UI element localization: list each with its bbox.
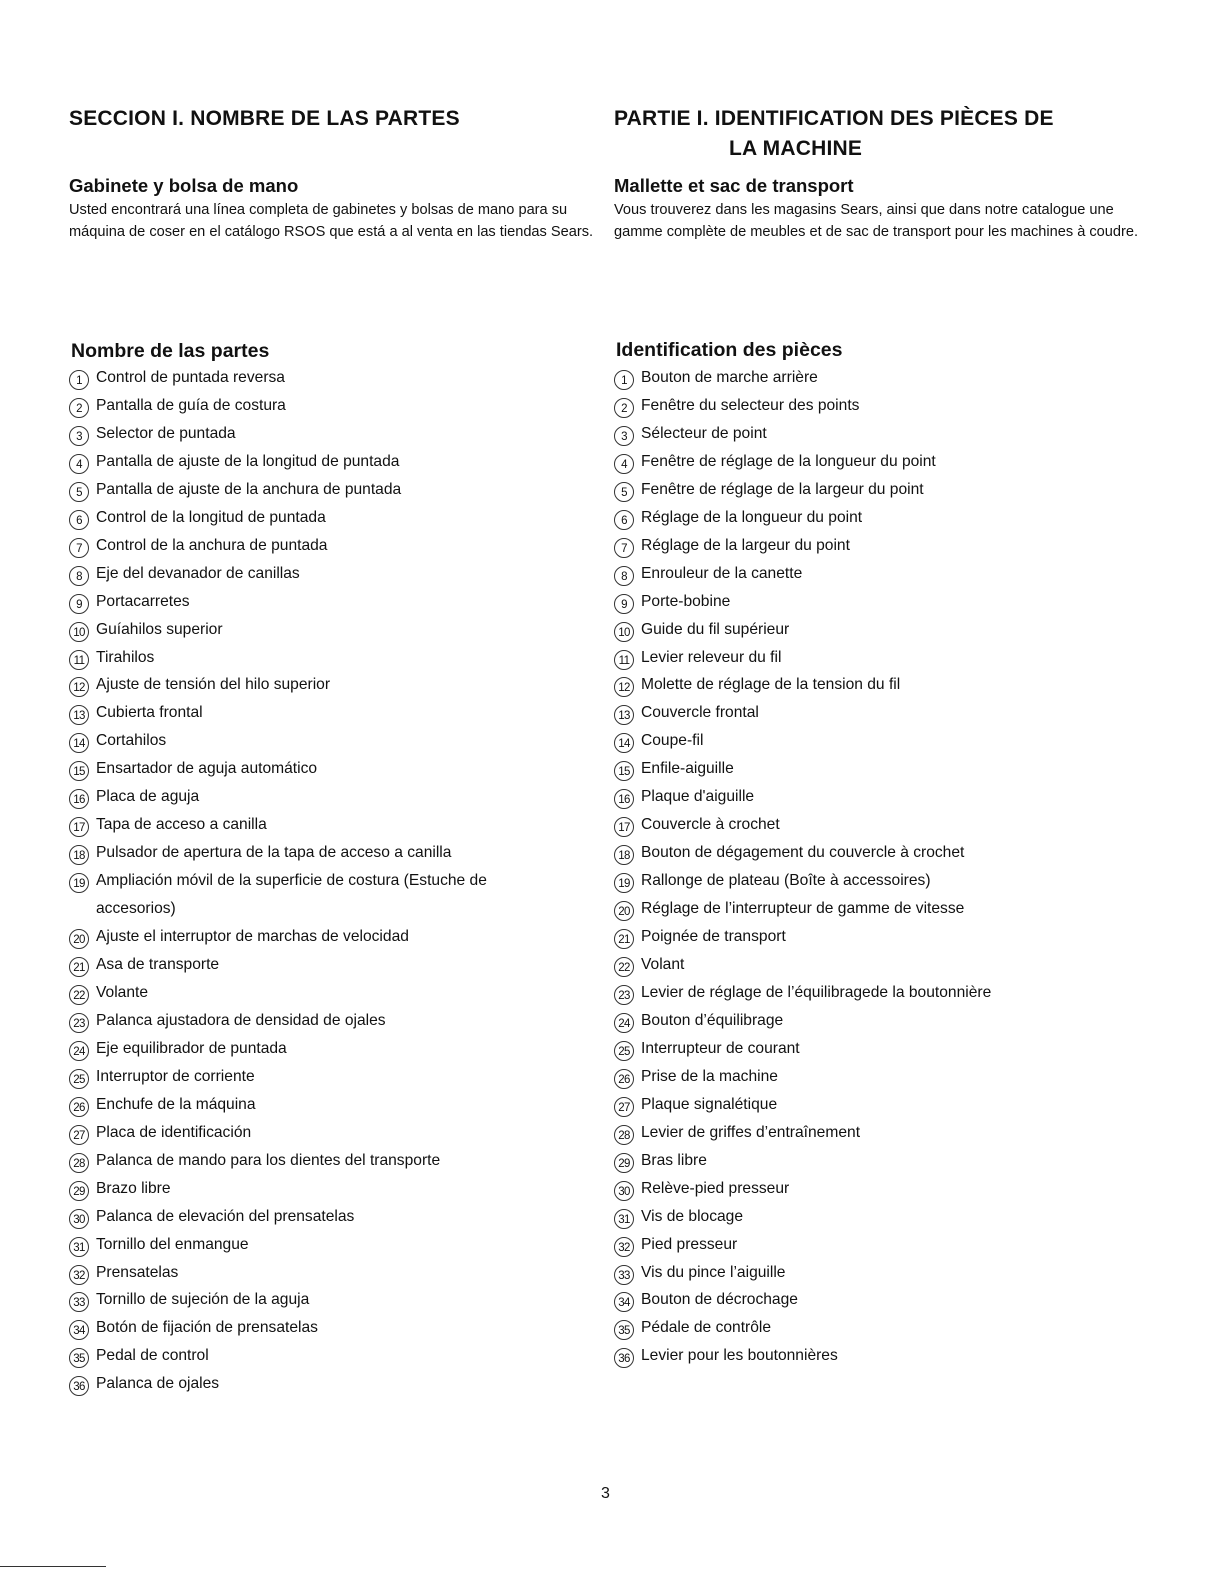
part-label: Réglage de l’interrupteur de gamme de vitesse — [641, 900, 965, 918]
part-item — [614, 532, 1144, 560]
part-item — [614, 1203, 1144, 1231]
part-item — [69, 1119, 569, 1147]
part-label: Botón de fijación de prensatelas — [96, 1319, 318, 1337]
part-label: Control de puntada reversa — [96, 369, 285, 386]
part-label: Palanca de elevación del prensatelas — [96, 1207, 355, 1225]
part-label: Palanca ajustadora de densidad de ojales — [96, 1011, 386, 1029]
part-item — [614, 448, 1144, 476]
part-number-badge: 13 — [614, 705, 634, 725]
part-item — [69, 1035, 569, 1063]
part-item — [614, 979, 1144, 1007]
spanish-section-title: SECCION I. NOMBRE DE LAS PARTES — [69, 107, 460, 130]
part-item — [69, 867, 569, 923]
part-label: Cubierta frontal — [96, 704, 203, 722]
part-label: Pied presseur — [641, 1235, 738, 1253]
french-case-text: Vous trouverez dans les magasins Sears, ainsi que dans notre catalogue une gamme complète de meubles et de sac de transport pour les machines à coudre. — [614, 202, 1139, 240]
part-number-badge: 21 — [69, 957, 89, 977]
part-number-badge: 19 — [614, 873, 634, 893]
part-item — [69, 1091, 569, 1119]
part-label: Levier releveur du fil — [641, 648, 782, 666]
french-case-title: Mallette et sac de transport — [614, 175, 854, 196]
part-number-badge: 28 — [614, 1125, 634, 1145]
part-number-badge: 10 — [614, 622, 634, 642]
part-number-badge: 34 — [69, 1320, 89, 1340]
part-label: Enchufe de la máquina — [96, 1095, 256, 1113]
part-label: Bouton de marche arrière — [641, 369, 818, 386]
part-label: Ajuste el interruptor de marchas de velocidad — [96, 928, 409, 946]
part-item — [614, 1063, 1144, 1091]
part-number-badge: 11 — [614, 650, 634, 670]
part-item — [614, 811, 1144, 839]
part-number-badge: 7 — [614, 538, 634, 558]
part-item — [69, 1342, 569, 1370]
part-label: Bras libre — [641, 1151, 707, 1169]
part-item — [69, 1286, 569, 1314]
part-number-badge: 1 — [614, 370, 634, 390]
part-number-badge: 21 — [614, 929, 634, 949]
part-item — [614, 504, 1144, 532]
part-number-badge: 31 — [69, 1237, 89, 1257]
part-label: Bouton de décrochage — [641, 1291, 798, 1309]
part-label: Pantalla de ajuste de la longitud de puntada — [96, 452, 400, 470]
part-number-badge: 2 — [69, 398, 89, 418]
part-number-badge: 23 — [614, 985, 634, 1005]
french-section-title-line1: PARTIE I. IDENTIFICATION DES PIÈCES DE — [614, 107, 1054, 130]
part-label: Guíahilos superior — [96, 620, 223, 638]
part-number-badge: 13 — [69, 705, 89, 725]
part-number-badge: 26 — [69, 1097, 89, 1117]
part-number-badge: 32 — [614, 1237, 634, 1257]
part-item — [69, 1147, 569, 1175]
part-label: Portacarretes — [96, 592, 190, 610]
part-label: Plaque d'aiguille — [641, 788, 755, 806]
page-number: 3 — [601, 1485, 610, 1502]
part-item — [69, 755, 569, 783]
part-item — [614, 616, 1144, 644]
part-number-badge: 24 — [614, 1013, 634, 1033]
part-label: Fenêtre de réglage de la largeur du point — [641, 480, 924, 498]
part-label: Porte-bobine — [641, 592, 731, 610]
part-number-badge: 27 — [69, 1125, 89, 1145]
part-label: Guide du fil supérieur — [641, 620, 790, 638]
part-number-badge: 29 — [69, 1181, 89, 1201]
part-item — [69, 392, 569, 420]
part-number-badge: 20 — [614, 901, 634, 921]
part-label: Placa de identificación — [96, 1123, 252, 1141]
part-number-badge: 30 — [69, 1209, 89, 1229]
part-label: Control de la longitud de puntada — [96, 508, 326, 526]
part-item — [614, 1286, 1144, 1314]
part-label: Pulsador de apertura de la tapa de acceso a canilla — [96, 844, 452, 862]
part-label: Fenêtre du selecteur des points — [641, 396, 860, 414]
part-label: Pédale de contrôle — [641, 1319, 772, 1337]
part-label: Ampliación móvil de la superficie de costura (Estuche de accesorios) — [96, 872, 487, 918]
part-label: Interrupteur de courant — [641, 1039, 800, 1057]
part-label: Couvercle frontal — [641, 704, 759, 722]
part-number-badge: 1 — [69, 370, 89, 390]
part-item — [614, 783, 1144, 811]
part-label: Enrouleur de la canette — [641, 564, 803, 582]
part-label: Pantalla de ajuste de la anchura de puntada — [96, 480, 402, 498]
part-number-badge: 8 — [69, 566, 89, 586]
part-number-badge: 34 — [614, 1292, 634, 1312]
part-item — [69, 1370, 569, 1398]
part-item — [614, 699, 1144, 727]
part-number-badge: 25 — [69, 1069, 89, 1089]
part-number-badge: 14 — [614, 733, 634, 753]
part-label: Palanca de ojales — [96, 1375, 220, 1393]
spanish-parts-list — [69, 364, 569, 1398]
part-item — [614, 895, 1144, 923]
part-label: Molette de réglage de la tension du fil — [641, 676, 901, 694]
part-item — [614, 1147, 1144, 1175]
part-label: Réglage de la longueur du point — [641, 508, 863, 526]
french-parts-title: Identification des pièces — [616, 339, 843, 361]
part-label: Plaque signalétique — [641, 1095, 778, 1113]
part-item — [69, 1259, 569, 1287]
part-item — [614, 1314, 1144, 1342]
part-number-badge: 30 — [614, 1181, 634, 1201]
part-number-badge: 3 — [69, 426, 89, 446]
part-number-badge: 28 — [69, 1153, 89, 1173]
part-label: Selector de puntada — [96, 424, 236, 442]
part-item — [614, 644, 1144, 672]
part-item — [69, 420, 569, 448]
part-number-badge: 7 — [69, 538, 89, 558]
part-number-badge: 16 — [614, 789, 634, 809]
part-label: Enfile-aiguille — [641, 760, 734, 778]
part-item — [614, 364, 1144, 392]
part-label: Vis de blocage — [641, 1207, 744, 1225]
part-number-badge: 17 — [614, 817, 634, 837]
part-item — [614, 1342, 1144, 1370]
part-label: Eje del devanador de canillas — [96, 564, 300, 582]
part-label: Relève-pied presseur — [641, 1179, 790, 1197]
part-number-badge: 3 — [614, 426, 634, 446]
part-label: Ajuste de tensión del hilo superior — [96, 676, 331, 694]
part-label: Bouton d’équilibrage — [641, 1011, 784, 1029]
part-item — [69, 448, 569, 476]
part-item — [69, 951, 569, 979]
part-item — [69, 644, 569, 672]
french-section-title-line2: LA MACHINE — [729, 137, 863, 160]
part-label: Pedal de control — [96, 1347, 209, 1365]
part-item — [614, 420, 1144, 448]
part-number-badge: 35 — [69, 1348, 89, 1368]
part-item — [69, 1175, 569, 1203]
part-label: Fenêtre de réglage de la longueur du point — [641, 452, 936, 470]
part-item — [69, 616, 569, 644]
part-number-badge: 24 — [69, 1041, 89, 1061]
part-label: Levier de griffes d’entraînement — [641, 1123, 861, 1141]
part-number-badge: 15 — [614, 761, 634, 781]
part-number-badge: 5 — [69, 482, 89, 502]
part-item — [614, 755, 1144, 783]
part-number-badge: 12 — [69, 677, 89, 697]
part-number-badge: 4 — [69, 454, 89, 474]
spanish-parts-title: Nombre de las partes — [71, 340, 270, 362]
french-parts-list — [614, 364, 1144, 1370]
part-number-badge: 16 — [69, 789, 89, 809]
part-number-badge: 22 — [69, 985, 89, 1005]
part-label: Vis du pince l’aiguille — [641, 1263, 786, 1281]
part-label: Coupe-fil — [641, 732, 704, 750]
part-number-badge: 19 — [69, 873, 89, 893]
part-number-badge: 4 — [614, 454, 634, 474]
part-label: Tirahilos — [96, 648, 155, 666]
footer-rule — [0, 1566, 106, 1567]
part-item — [69, 783, 569, 811]
part-number-badge: 33 — [69, 1292, 89, 1312]
part-number-badge: 18 — [614, 845, 634, 865]
part-label: Sélecteur de point — [641, 424, 767, 442]
part-label: Couvercle à crochet — [641, 816, 780, 834]
part-item — [614, 727, 1144, 755]
part-number-badge: 22 — [614, 957, 634, 977]
part-item — [69, 364, 569, 392]
part-item — [614, 1091, 1144, 1119]
part-item — [614, 1035, 1144, 1063]
part-item — [614, 588, 1144, 616]
part-item — [69, 923, 569, 951]
part-label: Ensartador de aguja automático — [96, 760, 318, 778]
part-label: Tornillo de sujeción de la aguja — [96, 1291, 310, 1309]
part-item — [614, 951, 1144, 979]
part-label: Control de la anchura de puntada — [96, 536, 328, 554]
part-label: Asa de transporte — [96, 956, 220, 974]
part-item — [69, 811, 569, 839]
part-item — [614, 867, 1144, 895]
part-number-badge: 25 — [614, 1041, 634, 1061]
part-number-badge: 6 — [614, 510, 634, 530]
part-label: Pantalla de guía de costura — [96, 396, 286, 414]
part-number-badge: 8 — [614, 566, 634, 586]
part-label: Bouton de dégagement du couvercle à crochet — [641, 844, 965, 862]
part-number-badge: 29 — [614, 1153, 634, 1173]
part-label: Palanca de mando para los dientes del transporte — [96, 1151, 441, 1169]
spanish-case-title: Gabinete y bolsa de mano — [69, 175, 299, 196]
part-number-badge: 2 — [614, 398, 634, 418]
part-item — [614, 1007, 1144, 1035]
part-item — [614, 560, 1144, 588]
part-item — [614, 923, 1144, 951]
part-number-badge: 14 — [69, 733, 89, 753]
part-label: Volante — [96, 983, 149, 1001]
part-number-badge: 11 — [69, 650, 89, 670]
part-number-badge: 36 — [614, 1348, 634, 1368]
part-item — [69, 1007, 569, 1035]
part-number-badge: 35 — [614, 1320, 634, 1340]
part-label: Levier de réglage de l’équilibragede la boutonnière — [641, 983, 992, 1001]
part-label: Volant — [641, 956, 685, 974]
part-number-badge: 15 — [69, 761, 89, 781]
part-item — [614, 839, 1144, 867]
part-number-badge: 9 — [614, 594, 634, 614]
part-number-badge: 20 — [69, 929, 89, 949]
part-number-badge: 33 — [614, 1265, 634, 1285]
part-item — [614, 1175, 1144, 1203]
part-item — [69, 839, 569, 867]
part-label: Rallonge de plateau (Boîte à accessoires) — [641, 872, 931, 890]
part-number-badge: 18 — [69, 845, 89, 865]
part-number-badge: 27 — [614, 1097, 634, 1117]
part-number-badge: 23 — [69, 1013, 89, 1033]
part-number-badge: 17 — [69, 817, 89, 837]
part-item — [614, 671, 1144, 699]
part-item — [69, 476, 569, 504]
part-number-badge: 10 — [69, 622, 89, 642]
part-item — [69, 560, 569, 588]
part-label: Tapa de acceso a canilla — [96, 816, 267, 834]
french-section-title — [614, 104, 1114, 164]
part-item — [69, 588, 569, 616]
part-label: Brazo libre — [96, 1179, 171, 1197]
part-item — [69, 1314, 569, 1342]
part-item — [69, 1231, 569, 1259]
part-number-badge: 36 — [69, 1376, 89, 1396]
part-item — [69, 727, 569, 755]
part-item — [614, 1231, 1144, 1259]
part-item — [69, 1063, 569, 1091]
part-label: Tornillo del enmangue — [96, 1235, 249, 1253]
part-item — [69, 1203, 569, 1231]
part-item — [69, 671, 569, 699]
part-label: Prise de la machine — [641, 1067, 778, 1085]
part-number-badge: 9 — [69, 594, 89, 614]
part-item — [614, 476, 1144, 504]
part-item — [614, 1259, 1144, 1287]
part-number-badge: 32 — [69, 1265, 89, 1285]
part-item — [69, 979, 569, 1007]
part-label: Eje equilibrador de puntada — [96, 1039, 287, 1057]
part-number-badge: 26 — [614, 1069, 634, 1089]
part-label: Levier pour les boutonnières — [641, 1347, 838, 1365]
part-item — [614, 392, 1144, 420]
part-number-badge: 6 — [69, 510, 89, 530]
part-label: Cortahilos — [96, 732, 167, 750]
part-label: Réglage de la largeur du point — [641, 536, 850, 554]
part-label: Interruptor de corriente — [96, 1067, 255, 1085]
part-item — [69, 532, 569, 560]
part-label: Poignée de transport — [641, 928, 786, 946]
part-number-badge: 5 — [614, 482, 634, 502]
part-item — [614, 1119, 1144, 1147]
part-label: Prensatelas — [96, 1263, 179, 1281]
part-number-badge: 31 — [614, 1209, 634, 1229]
spanish-case-text: Usted encontrará una línea completa de gabinetes y bolsas de mano para su máquina de coser en el catálogo RSOS que está a al venta en las tiendas Sears. — [69, 202, 594, 240]
part-item — [69, 504, 569, 532]
part-number-badge: 12 — [614, 677, 634, 697]
part-item — [69, 699, 569, 727]
part-label: Placa de aguja — [96, 788, 200, 806]
